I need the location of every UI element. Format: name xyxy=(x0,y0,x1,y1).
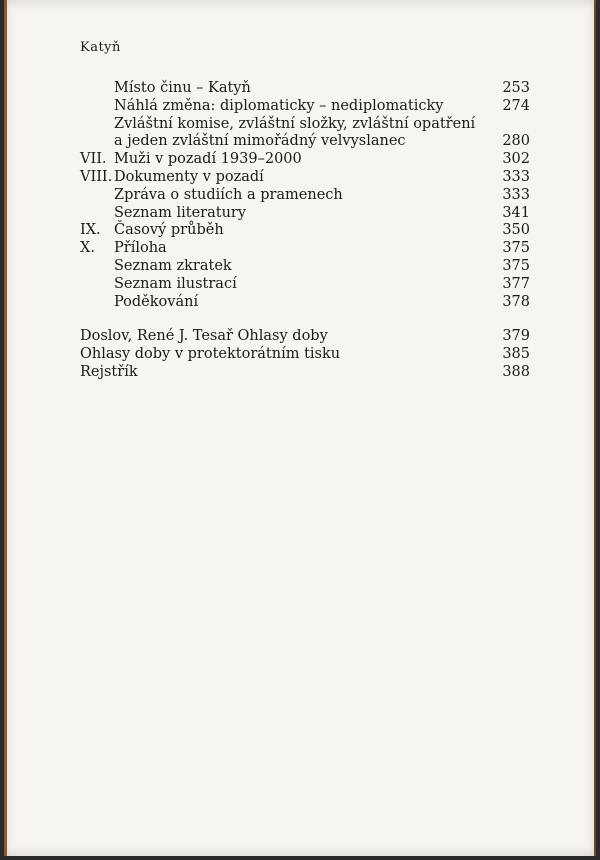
chapter-number: IX. xyxy=(80,222,101,239)
page-number: 379 xyxy=(502,328,530,345)
toc-entry xyxy=(80,205,530,223)
toc-entry xyxy=(80,328,530,346)
entry-title: Zvláštní komise, zvláštní složky, zvláštní opatření xyxy=(114,115,476,132)
chapter-number: VIII. xyxy=(80,168,113,185)
entry-title: Muži v pozadí 1939–2000 xyxy=(114,151,302,168)
entry-title: Rejstřík xyxy=(80,363,138,380)
page-edge-left xyxy=(4,0,7,856)
entry-title: Příloha xyxy=(114,240,167,257)
page-number: 280 xyxy=(502,133,530,150)
page-number: 375 xyxy=(502,257,530,274)
book-page xyxy=(4,0,596,856)
toc-entry xyxy=(80,294,530,312)
chapter-list xyxy=(80,80,530,311)
page-number: 375 xyxy=(502,240,530,257)
page-number: 302 xyxy=(502,151,530,168)
toc-entry xyxy=(80,240,530,258)
page-number: 274 xyxy=(502,97,530,114)
entry-title: Dokumenty v pozadí xyxy=(114,168,264,185)
entry-title: Ohlasy doby v protektorátním tisku xyxy=(80,346,341,363)
entry-title: Časový průběh xyxy=(114,222,224,239)
entry-title: Náhlá změna: diplomaticky – nediplomaticky xyxy=(114,97,444,114)
entry-title: Doslov, René J. Tesař Ohlasy doby xyxy=(80,328,328,345)
entry-title: Místo činu – Katyň xyxy=(114,80,251,96)
page-number: 377 xyxy=(502,275,530,292)
page-number: 350 xyxy=(502,222,530,239)
toc-entry xyxy=(80,222,530,240)
toc-entry xyxy=(80,116,530,134)
entry-title: Seznam literatury xyxy=(114,204,247,221)
page-number: 388 xyxy=(502,363,530,380)
toc-entry xyxy=(80,133,530,151)
chapter-number: X. xyxy=(80,240,95,257)
toc-entry xyxy=(80,276,530,294)
page-number: 333 xyxy=(502,186,530,203)
entry-title: a jeden zvláštní mimořádný velvyslanec xyxy=(114,133,406,150)
section-gap xyxy=(80,311,530,328)
toc-entry xyxy=(80,364,530,382)
entry-title: Seznam zkratek xyxy=(114,257,232,274)
page-number: 341 xyxy=(502,204,530,221)
toc-entry xyxy=(80,346,530,364)
page-edge-right xyxy=(594,0,596,856)
toc-entry xyxy=(80,187,530,205)
page-number: 385 xyxy=(502,346,530,363)
entry-title: Zpráva o studiích a pramenech xyxy=(114,186,343,203)
back-matter-list xyxy=(80,328,530,381)
page-number: 378 xyxy=(502,293,530,310)
running-header: Katyň xyxy=(80,40,121,55)
entry-title: Poděkování xyxy=(114,293,199,310)
page-number: 333 xyxy=(502,168,530,185)
toc-entry xyxy=(80,169,530,187)
page-number: 253 xyxy=(502,80,530,96)
chapter-number: VII. xyxy=(80,151,107,168)
toc-entry xyxy=(80,151,530,169)
toc-entry xyxy=(80,98,530,116)
entry-title: Seznam ilustrací xyxy=(114,275,237,292)
toc-entry xyxy=(80,258,530,276)
toc-entry xyxy=(80,80,530,98)
table-of-contents xyxy=(80,80,530,382)
